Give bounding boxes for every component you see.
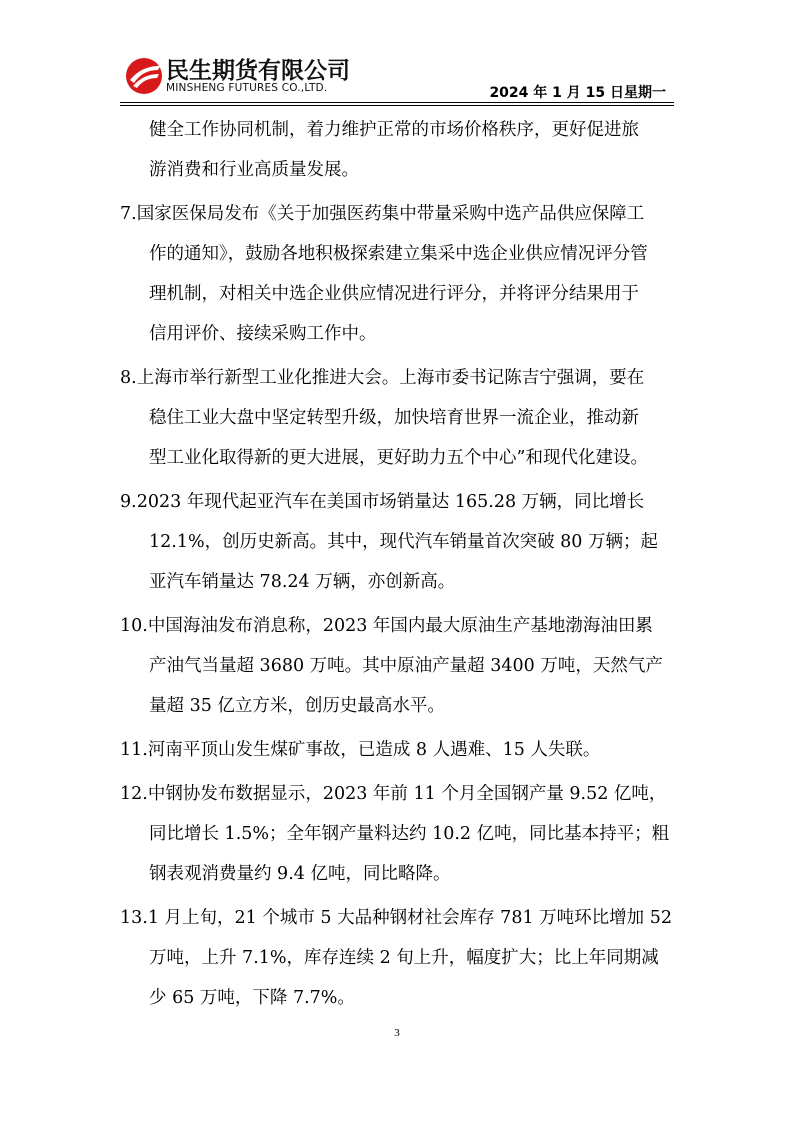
company-name-en: MINSHENG FUTURES CO.,LTD. xyxy=(166,82,328,94)
paragraph-line: 稳住工业大盘中坚定转型升级，加快培育世界一流企业，推动新 xyxy=(149,408,639,428)
paragraph-line: 12.1%，创历史新高。其中，现代汽车销量首次突破 80 万辆；起 xyxy=(149,532,658,552)
page-header xyxy=(0,0,794,106)
paragraph-line: 亚汽车销量达 78.24 万辆，亦创新高。 xyxy=(149,572,456,592)
paragraph-line: 信用评价、接续采购工作中。 xyxy=(149,324,377,344)
report-date: 2024 年 1 月 15 日星期一 xyxy=(489,85,666,101)
news-item-8: 8.上海市举行新型工业化推进大会。上海市委书记陈吉宁强调，要在 xyxy=(120,368,645,388)
paragraph-line: 产油气当量超 3680 万吨。其中原油产量超 3400 万吨，天然气产 xyxy=(149,656,663,676)
paragraph-line: 型工业化取得新的更大进展，更好助力五个中心”和现代化建设。 xyxy=(149,448,648,468)
header-rule xyxy=(120,102,674,103)
header-rule xyxy=(120,105,674,106)
paragraph-line: 万吨，上升 7.1%，库存连续 2 旬上升，幅度扩大；比上年同期减 xyxy=(149,948,659,968)
news-item-10: 10.中国海油发布消息称，2023 年国内最大原油生产基地渤海油田累 xyxy=(120,616,653,636)
paragraph-line: 钢表观消费量约 9.4 亿吨，同比略降。 xyxy=(149,864,451,884)
news-item-13: 13.1 月上旬，21 个城市 5 大品种钢材社会库存 781 万吨环比增加 52 xyxy=(120,908,672,928)
company-name-cn: 民生期货有限公司 xyxy=(166,58,350,84)
paragraph-line: 量超 35 亿立方米，创历史最高水平。 xyxy=(149,696,445,716)
minsheng-logo-icon xyxy=(124,56,164,96)
news-item-7: 7.国家医保局发布《关于加强医药集中带量采购中选产品供应保障工 xyxy=(120,204,645,224)
paragraph-line: 游消费和行业高质量发展。 xyxy=(149,160,359,180)
paragraph-line: 同比增长 1.5%；全年钢产量料达约 10.2 亿吨，同比基本持平；粗 xyxy=(149,824,670,844)
page-number: 3 xyxy=(394,1027,400,1039)
news-item-11: 11.河南平顶山发生煤矿事故，已造成 8 人遇难、15 人失联。 xyxy=(120,740,601,760)
news-item-12: 12.中钢协发布数据显示，2023 年前 11 个月全国钢产量 9.52 亿吨， xyxy=(120,784,667,804)
paragraph-line: 少 65 万吨，下降 7.7%。 xyxy=(149,988,355,1008)
paragraph-line: 健全工作协同机制，着力维护正常的市场价格秩序，更好促进旅 xyxy=(149,120,639,140)
paragraph-line: 作的通知》，鼓励各地积极探索建立集采中选企业供应情况评分管 xyxy=(149,244,648,264)
news-item-9: 9.2023 年现代起亚汽车在美国市场销量达 165.28 万辆，同比增长 xyxy=(120,492,645,512)
paragraph-line: 理机制，对相关中选企业供应情况进行评分，并将评分结果用于 xyxy=(149,284,639,304)
